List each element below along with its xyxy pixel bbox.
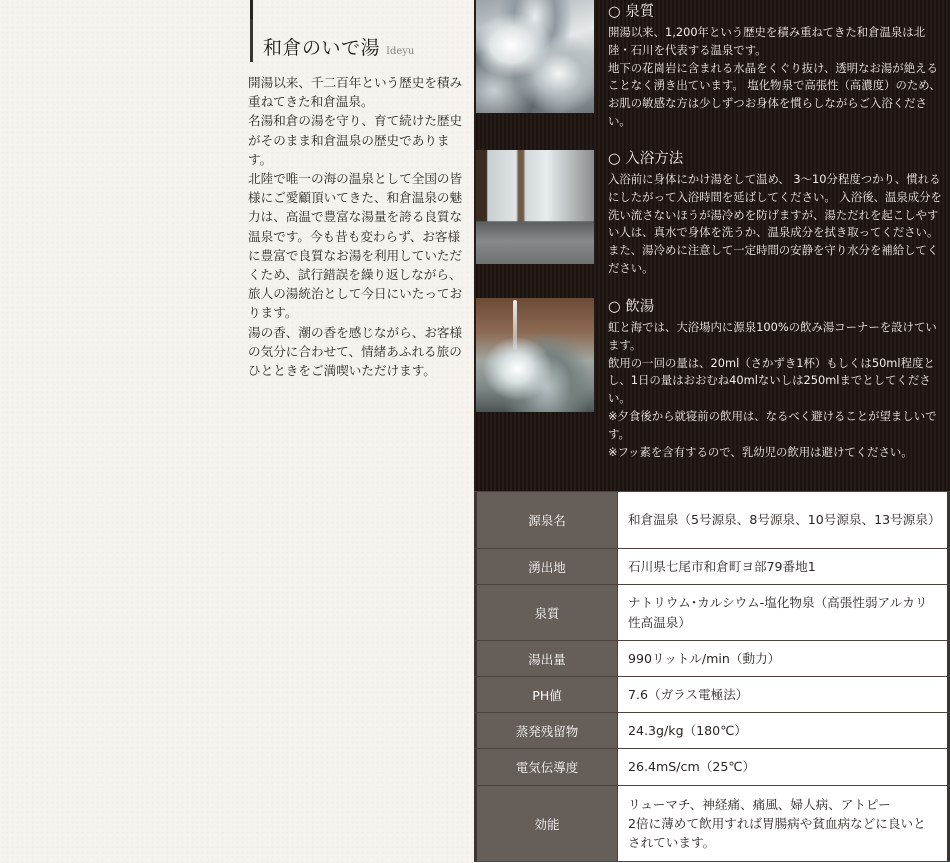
table-row xyxy=(474,676,950,712)
page-title xyxy=(263,33,414,60)
intro-paragraph: 北陸で唯一の海の温泉として全国の皆様にご愛顧頂いてきた、和倉温泉の魅力は、高温で豊富な湯量を誇る良質な温泉です。今も昔も変わらず、お客様に豊富で良質なお湯を利用していただくため、試行錯誤を繰り返しながら、旅人の湯統治として今日にいたっております。 xyxy=(248,171,463,321)
section-spring-quality xyxy=(474,0,950,130)
section-title-block xyxy=(248,0,474,62)
row-value-text: 2倍に薄めて飲用すれば胃腸病や貧血病などに良いとされています。 xyxy=(628,815,926,851)
section-paragraph: 虹と海では、大浴場内に源泉100%の飲み湯コーナーを設けています。 xyxy=(608,320,937,352)
section-heading: ○ 入浴方法 xyxy=(608,151,684,167)
row-value-text: 26.4mS/cm（25℃） xyxy=(628,759,756,775)
row-value xyxy=(618,641,950,676)
section-bathing-method xyxy=(474,148,950,278)
row-label: 泉質 xyxy=(474,585,618,640)
section-paragraph: ※夕食後から就寝前の飲用は、なるべく避けることが望ましいです。 xyxy=(608,408,937,441)
table-row xyxy=(474,584,950,640)
row-label: 湧出地 xyxy=(474,549,618,584)
row-value-text: 24.3g/kg（180℃） xyxy=(628,722,747,738)
row-value-text: 石川県七尾市和倉町ヨ部79番地1 xyxy=(628,558,816,574)
row-value xyxy=(618,585,950,640)
title-accent-bar-top xyxy=(250,0,253,19)
row-label: 蒸発残留物 xyxy=(474,713,618,748)
intro-column xyxy=(248,0,474,863)
table-row xyxy=(474,785,950,862)
hot-spring-water-photo xyxy=(476,0,594,113)
row-value xyxy=(618,749,950,785)
row-value-text: ナトリウム･カルシウム-塩化物泉（高張性弱アルカリ性高温泉） xyxy=(628,595,928,630)
row-label: 源泉名 xyxy=(474,492,618,548)
page-title-en: Ideyu xyxy=(386,46,415,57)
bath-hall-photo xyxy=(476,150,594,264)
section-paragraph: 開湯以来、1,200年という歴史を積み重ねてきた和倉温泉は北陸・石川を代表する温泉です。 xyxy=(608,25,926,57)
section-drinking xyxy=(474,296,950,466)
table-row xyxy=(474,712,950,748)
section-paragraph: 入浴前に身体にかけ湯をして温め、 3～10分程度つかり、慣れるにしたがって入浴時間を延ばしてください。 入浴後、温泉成分を洗い流さないほうが湯冷めを防げますが、湯ただれを起こしやすい人は、真水で身体を洗うか、温泉成分を拭き取ってください。 また、湯冷めに注意して一定時間の安静を守り水分を補給してください。 xyxy=(608,172,942,275)
row-value-text: 7.6（ガラス電極法） xyxy=(628,686,749,702)
table-row xyxy=(474,491,950,548)
table-row xyxy=(474,748,950,785)
row-value-lines xyxy=(628,795,935,853)
table-row xyxy=(474,548,950,584)
section-text xyxy=(608,149,944,278)
info-panel xyxy=(474,0,950,491)
intro-paragraph: 名湯和倉の湯を守り、育て続けた歴史がそのまま和倉温泉の歴史であります。 xyxy=(248,113,463,167)
section-paragraph: ※フッ素を含有するので、乳幼児の飲用は避けてください。 xyxy=(608,444,913,459)
page-title-text: 和倉のいで湯 xyxy=(263,37,381,59)
water-stream xyxy=(513,300,517,350)
row-label: 湯出量 xyxy=(474,641,618,676)
row-label: 効能 xyxy=(474,786,618,861)
section-body xyxy=(608,319,944,461)
row-value xyxy=(618,713,950,748)
row-value xyxy=(618,677,950,712)
row-value xyxy=(618,786,950,861)
row-value-text: 和倉温泉（5号源泉、8号源泉、10号源泉、13号源泉） xyxy=(628,512,941,528)
section-heading: ○ 飲湯 xyxy=(608,299,655,315)
pouring-water-photo xyxy=(476,298,594,412)
table-row xyxy=(474,640,950,676)
row-label: 電気伝導度 xyxy=(474,749,618,785)
section-paragraph: 地下の花崗岩に含まれる水晶をくぐり抜け、透明なお湯が絶えることなく湧き出ています。 塩化物泉で高張性（高濃度）のため、お肌の敏感な方は少しずつお身体を慣らしながらご入浴ください。 xyxy=(608,60,941,128)
row-label: PH値 xyxy=(474,677,618,712)
section-paragraph: 飲用の一回の量は、20ml（さかずき1杯）もしくは50ml程度とし、1日の量はおおむね40mlないしは250mlまでとしてください。 xyxy=(608,355,935,406)
section-heading: ○ 泉質 xyxy=(608,4,655,20)
section-body xyxy=(608,171,944,278)
intro-paragraph: 開湯以来、千二百年という歴史を積み重ねてきた和倉温泉。 xyxy=(248,75,463,110)
section-text xyxy=(608,2,944,131)
intro-paragraph: 湯の香、潮の香を感じながら、お客様の気分に合わせて、情緒あふれる旅のひとときをご満喫いただけます。 xyxy=(248,324,463,379)
intro-text xyxy=(248,73,470,380)
section-body xyxy=(608,24,944,131)
spring-spec-table xyxy=(474,491,950,863)
row-value-text: 990リットル/min（動力） xyxy=(628,650,781,666)
row-value xyxy=(618,492,950,548)
row-value xyxy=(618,549,950,584)
row-value-text: リューマチ、神経痛、痛風、婦人病、アトピー xyxy=(628,796,891,812)
section-text xyxy=(608,297,944,461)
